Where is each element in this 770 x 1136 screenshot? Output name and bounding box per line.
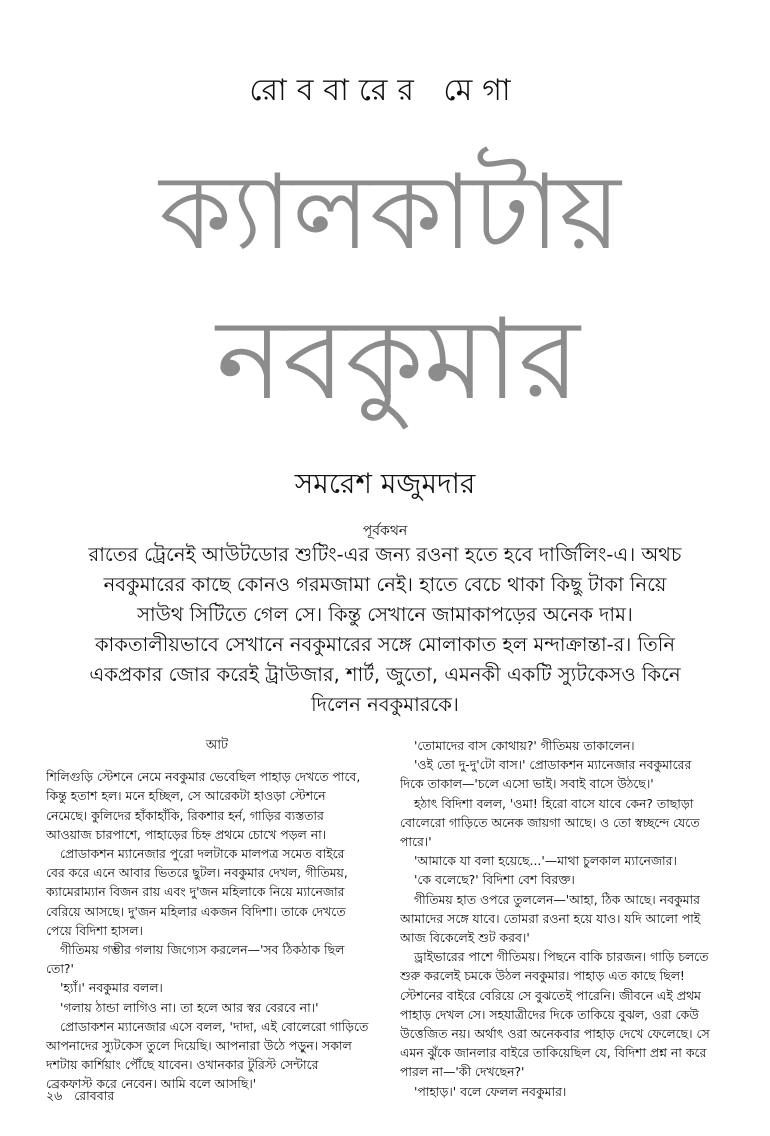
body-text-line: উত্তেজিত নয়। অর্থাৎ ওরা অনেকবার পাহাড় দেখে ফেলেছে। সে <box>400 1026 710 1042</box>
body-column-left <box>46 736 388 1094</box>
body-text-line: প্রোডাকশন ম্যানেজার পুরো দলটাকে মালপত্র সমেত বাইরে <box>60 846 345 862</box>
body-text-line: পেয়ে বিদিশা হাসল। <box>46 922 143 938</box>
body-text-line: দিকে তাকাল—'চলে এসো ভাই। সবাই বাসে উঠছে।' <box>400 776 654 792</box>
body-text-line: গীতিময় হাত ওপরে তুললেন—'আহা, ঠিক আছে। নবকুমার <box>414 891 700 907</box>
body-text-line: তো?' <box>46 961 74 977</box>
body-text-line: 'হ্যাঁ।' নবকুমার বলল। <box>60 980 163 996</box>
preface-line: রাতের ট্রেনেই আউটডোর শুটিং-এর জন্য রওনা হতে হবে দার্জিলিং-এ। অথচ <box>88 543 682 566</box>
body-text-line: 'পাহাড়।' বলে ফেলল নবকুমার। <box>414 1083 567 1099</box>
body-text-line: ব্রেকফাস্ট করে নেবেন। আমি বলে আসছি।' <box>46 1076 257 1092</box>
preface-line: নবকুমারের কাছে কোনও গরমজামা নেই। হাতে বেচে থাকা কিছু টাকা নিয়ে <box>103 573 667 596</box>
body-text-line: পারে।' <box>400 834 432 850</box>
body-text-line: 'ওই তো দু-দু'টো বাস।' প্রোডাকশন ম্যানেজার নবকুমারের <box>414 757 692 773</box>
author-name: সমরেশ মজুমদার <box>294 467 476 500</box>
body-text-line: পাহাড় দেখল সে। সহযাত্রীদের দিকে তাকিয়ে বুঝল, ওরা কেউ <box>400 1006 699 1022</box>
preface-label: পূর্বকথন <box>362 523 408 539</box>
preface-line: একপ্রকার জোর করেই ট্রাউজার, শার্ট, জুতো, এমনকী একটি স্যুটকেসও কিনে <box>89 663 681 686</box>
body-text-line: এমন ঝুঁকে জানলার বাইরে তাকিয়েছিল যে, বিদিশা প্রশ্ন না করে <box>400 1045 707 1061</box>
preface-line: দিলেন নবকুমারকে। <box>311 693 459 716</box>
body-text-line: নেমেছে। কুলিদের হাঁকাহাঁকি, রিকশার হর্ন, গাড়ির ব্যস্ততার <box>46 807 324 823</box>
body-text-line: আপনাদের স্যুটকেস তুলে দিয়েছি। আপনারা উঠে পড়ুন। সকাল <box>46 1038 352 1054</box>
body-text-line: আমাদের সঙ্গে যাবে। তোমরা রওনা হয়ে যাও। যদি আলো পাই <box>400 910 701 926</box>
section-kicker: রোববারের মেগা <box>249 73 521 108</box>
preface-line: সাউথ সিটিতে গেল সে। কিন্তু সেখানে জামাকাপড়ের অনেক দাম। <box>137 603 633 626</box>
body-text-line: বোলেরো গাড়িতে অনেক জায়গা আছে। ও তো স্বচ্ছন্দে যেতে <box>400 814 700 830</box>
body-text-line: প্রোডাকশন ম্যানেজার এসে বলল, 'দাদা, এই বোলেরো গাড়িতে <box>60 1018 369 1034</box>
body-text-line: দশটায় কার্শিয়াং পৌঁছে যাবেন। ওখানকার টুরিস্ট সেন্টারে <box>46 1057 319 1073</box>
body-text-line: শিলিগুড়ি স্টেশনে নেমে নবকুমার ভেবেছিল পাহাড় দেখতে পাবে, <box>46 769 361 785</box>
body-text-line: বের করে এনে আবার ভিতরে ছুটল। নবকুমার দেখল, গীতিময়, <box>46 865 348 881</box>
body-text-line: বেরিয়ে আসছে। দু'জন মহিলার একজন বিদিশা। তাকে দেখতে <box>46 903 346 919</box>
body-text-line: 'গলায় ঠান্ডা লাগিও না। তা হলে আর স্বর বেরবে না।' <box>60 999 319 1015</box>
preface-summary <box>52 540 718 720</box>
preface-line: কাকতালীয়ভাবে সেখানে নবকুমারের সঙ্গে মোলাকাত হল মন্দাক্রান্তা-র। তিনি <box>95 633 675 656</box>
body-text-line: হঠাৎ বিদিশা বলল, 'ওমা! হিরো বাসে যাবে কেন? তাছাড়া <box>414 795 694 811</box>
title-svg <box>140 118 640 438</box>
body-text-line: ক্যামেরাম্যান বিজন রায় এবং দু'জন মহিলাকে নিয়ে ম্যানেজার <box>46 884 345 900</box>
body-text-line: আজ বিকেলেই শুট করব।' <box>400 930 530 946</box>
page-footer <box>46 1088 114 1108</box>
title-line-2: নবকুমার <box>216 295 580 425</box>
page-number: ২৬ <box>46 1088 63 1103</box>
body-text-line: ড্রাইভারের পাশে গীতিময়। পিছনে বাকি চারজন। গাড়ি চলতে <box>414 949 709 965</box>
body-text-line: শুরু করলেই চমকে উঠল নবকুমার। পাহাড় এত কাছে ছিল! <box>400 968 685 984</box>
body-text-line: 'আমাকে যা বলা হয়েছে...'—মাথা চুলকাল ম্যানেজার। <box>414 853 677 869</box>
body-text-line: গীতিময় গম্ভীর গলায় জিগ্যেস করলেন—'সব ঠিকঠাক ছিল <box>60 942 345 958</box>
title-line-1: ক্যালকাটায় <box>159 151 621 273</box>
body-text-line: 'কে বলেছে?' বিদিশা বেশ বিরক্ত। <box>414 872 575 888</box>
body-column-right <box>400 736 742 1101</box>
body-text-line: পারল না—'কী দেখছেন?' <box>400 1064 525 1080</box>
magazine-name: রোববার <box>74 1088 115 1103</box>
body-text-line: আওয়াজ চারপাশে, পাহাড়ের চিহ্ন প্রথমে চোখে পড়ল না। <box>46 826 327 842</box>
chapter-label: আট <box>205 738 229 753</box>
body-text-line: স্টেশনের বাইরে বেরিয়ে সে বুঝতেই পারেনি। জীবনে এই প্রথম <box>400 987 701 1003</box>
body-text-line: 'তোমাদের বাস কোথায়?' গীতিময় তাকালেন। <box>414 738 635 753</box>
story-title-art <box>140 118 640 438</box>
body-text-line: কিন্তু হতাশ হল। মনে হচ্ছিল, সে আরেকটা হাওড়া স্টেশনে <box>46 788 326 804</box>
